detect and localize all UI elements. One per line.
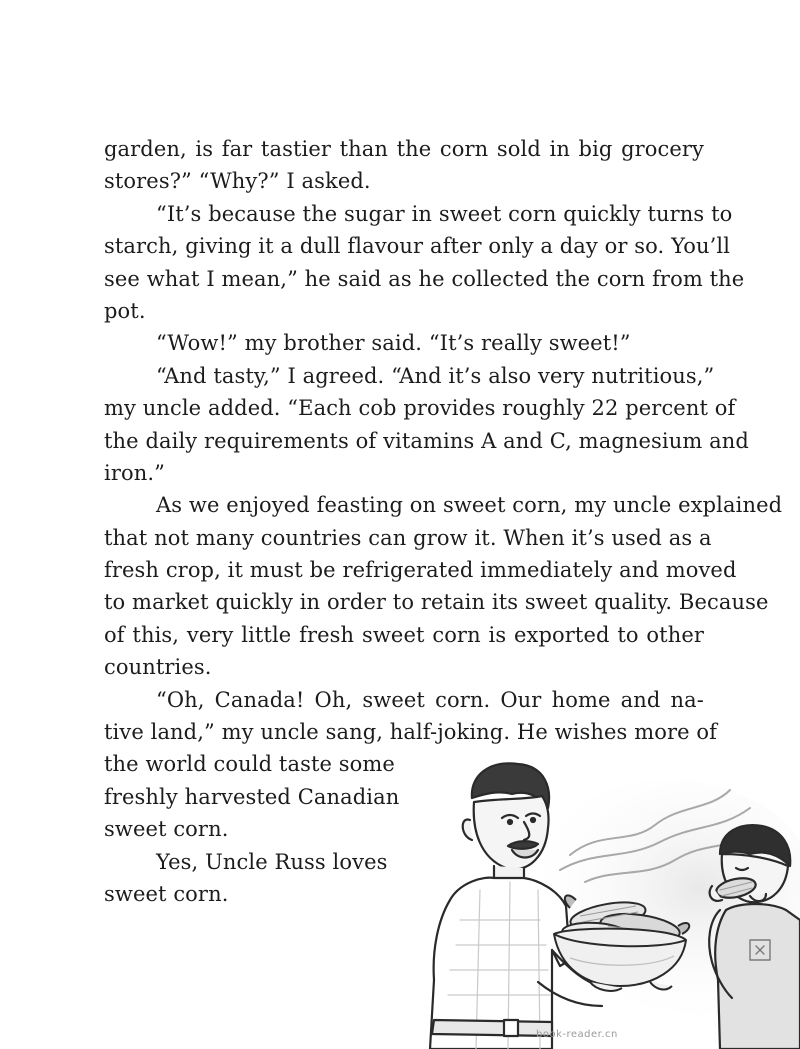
text-line: iron.” (104, 460, 165, 485)
text-line: tive land,” my uncle sang, half-joking. He wishes more of (104, 720, 718, 745)
text-line: the world could taste some (104, 752, 395, 777)
text-line: my uncle added. “Each cob provides roughly 22 percent of (104, 396, 736, 421)
text-line: “It’s because the sugar in sweet corn quickly turns to (156, 201, 733, 226)
text-line: to market quickly in order to retain its sweet quality. Because (104, 590, 769, 615)
text-line: countries. (104, 655, 212, 680)
text-line: “And tasty,” I agreed. “And it’s also very nutritious,” (156, 363, 715, 388)
text-line: see what I mean,” he said as he collected the corn from the (104, 266, 745, 291)
text-line: starch, giving it a dull flavour after only a day or so. You’ll (104, 234, 731, 259)
text-line: As we enjoyed feasting on sweet corn, my uncle explained (156, 493, 783, 518)
text-line: fresh crop, it must be refrigerated immediately and moved (104, 558, 737, 583)
text-line: the daily requirements of vitamins A and C, magnesium and (104, 428, 749, 453)
text-line: that not many countries can grow it. When it’s used as a (104, 525, 712, 550)
text-line: “Oh, Canada! Oh, sweet corn. Our home and na- (156, 687, 704, 712)
illustration (420, 750, 800, 1049)
watermark-text: book-reader.cn (536, 1029, 618, 1040)
boy-eating-corn-icon (709, 825, 800, 1049)
text-line: stores?” “Why?” I asked. (104, 169, 371, 194)
text-line: sweet corn. (104, 817, 229, 842)
text-line: garden, is far tastier than the corn sold in big grocery (104, 137, 704, 161)
text-line: of this, very little fresh sweet corn is exported to other (104, 622, 704, 647)
text-line: “Wow!” my brother said. “It’s really sweet!” (156, 331, 631, 356)
text-line: sweet corn. (104, 881, 229, 906)
text-line: freshly harvested Canadian (104, 784, 400, 809)
text-line: Yes, Uncle Russ loves (156, 849, 388, 874)
text-line: pot. (104, 298, 146, 323)
